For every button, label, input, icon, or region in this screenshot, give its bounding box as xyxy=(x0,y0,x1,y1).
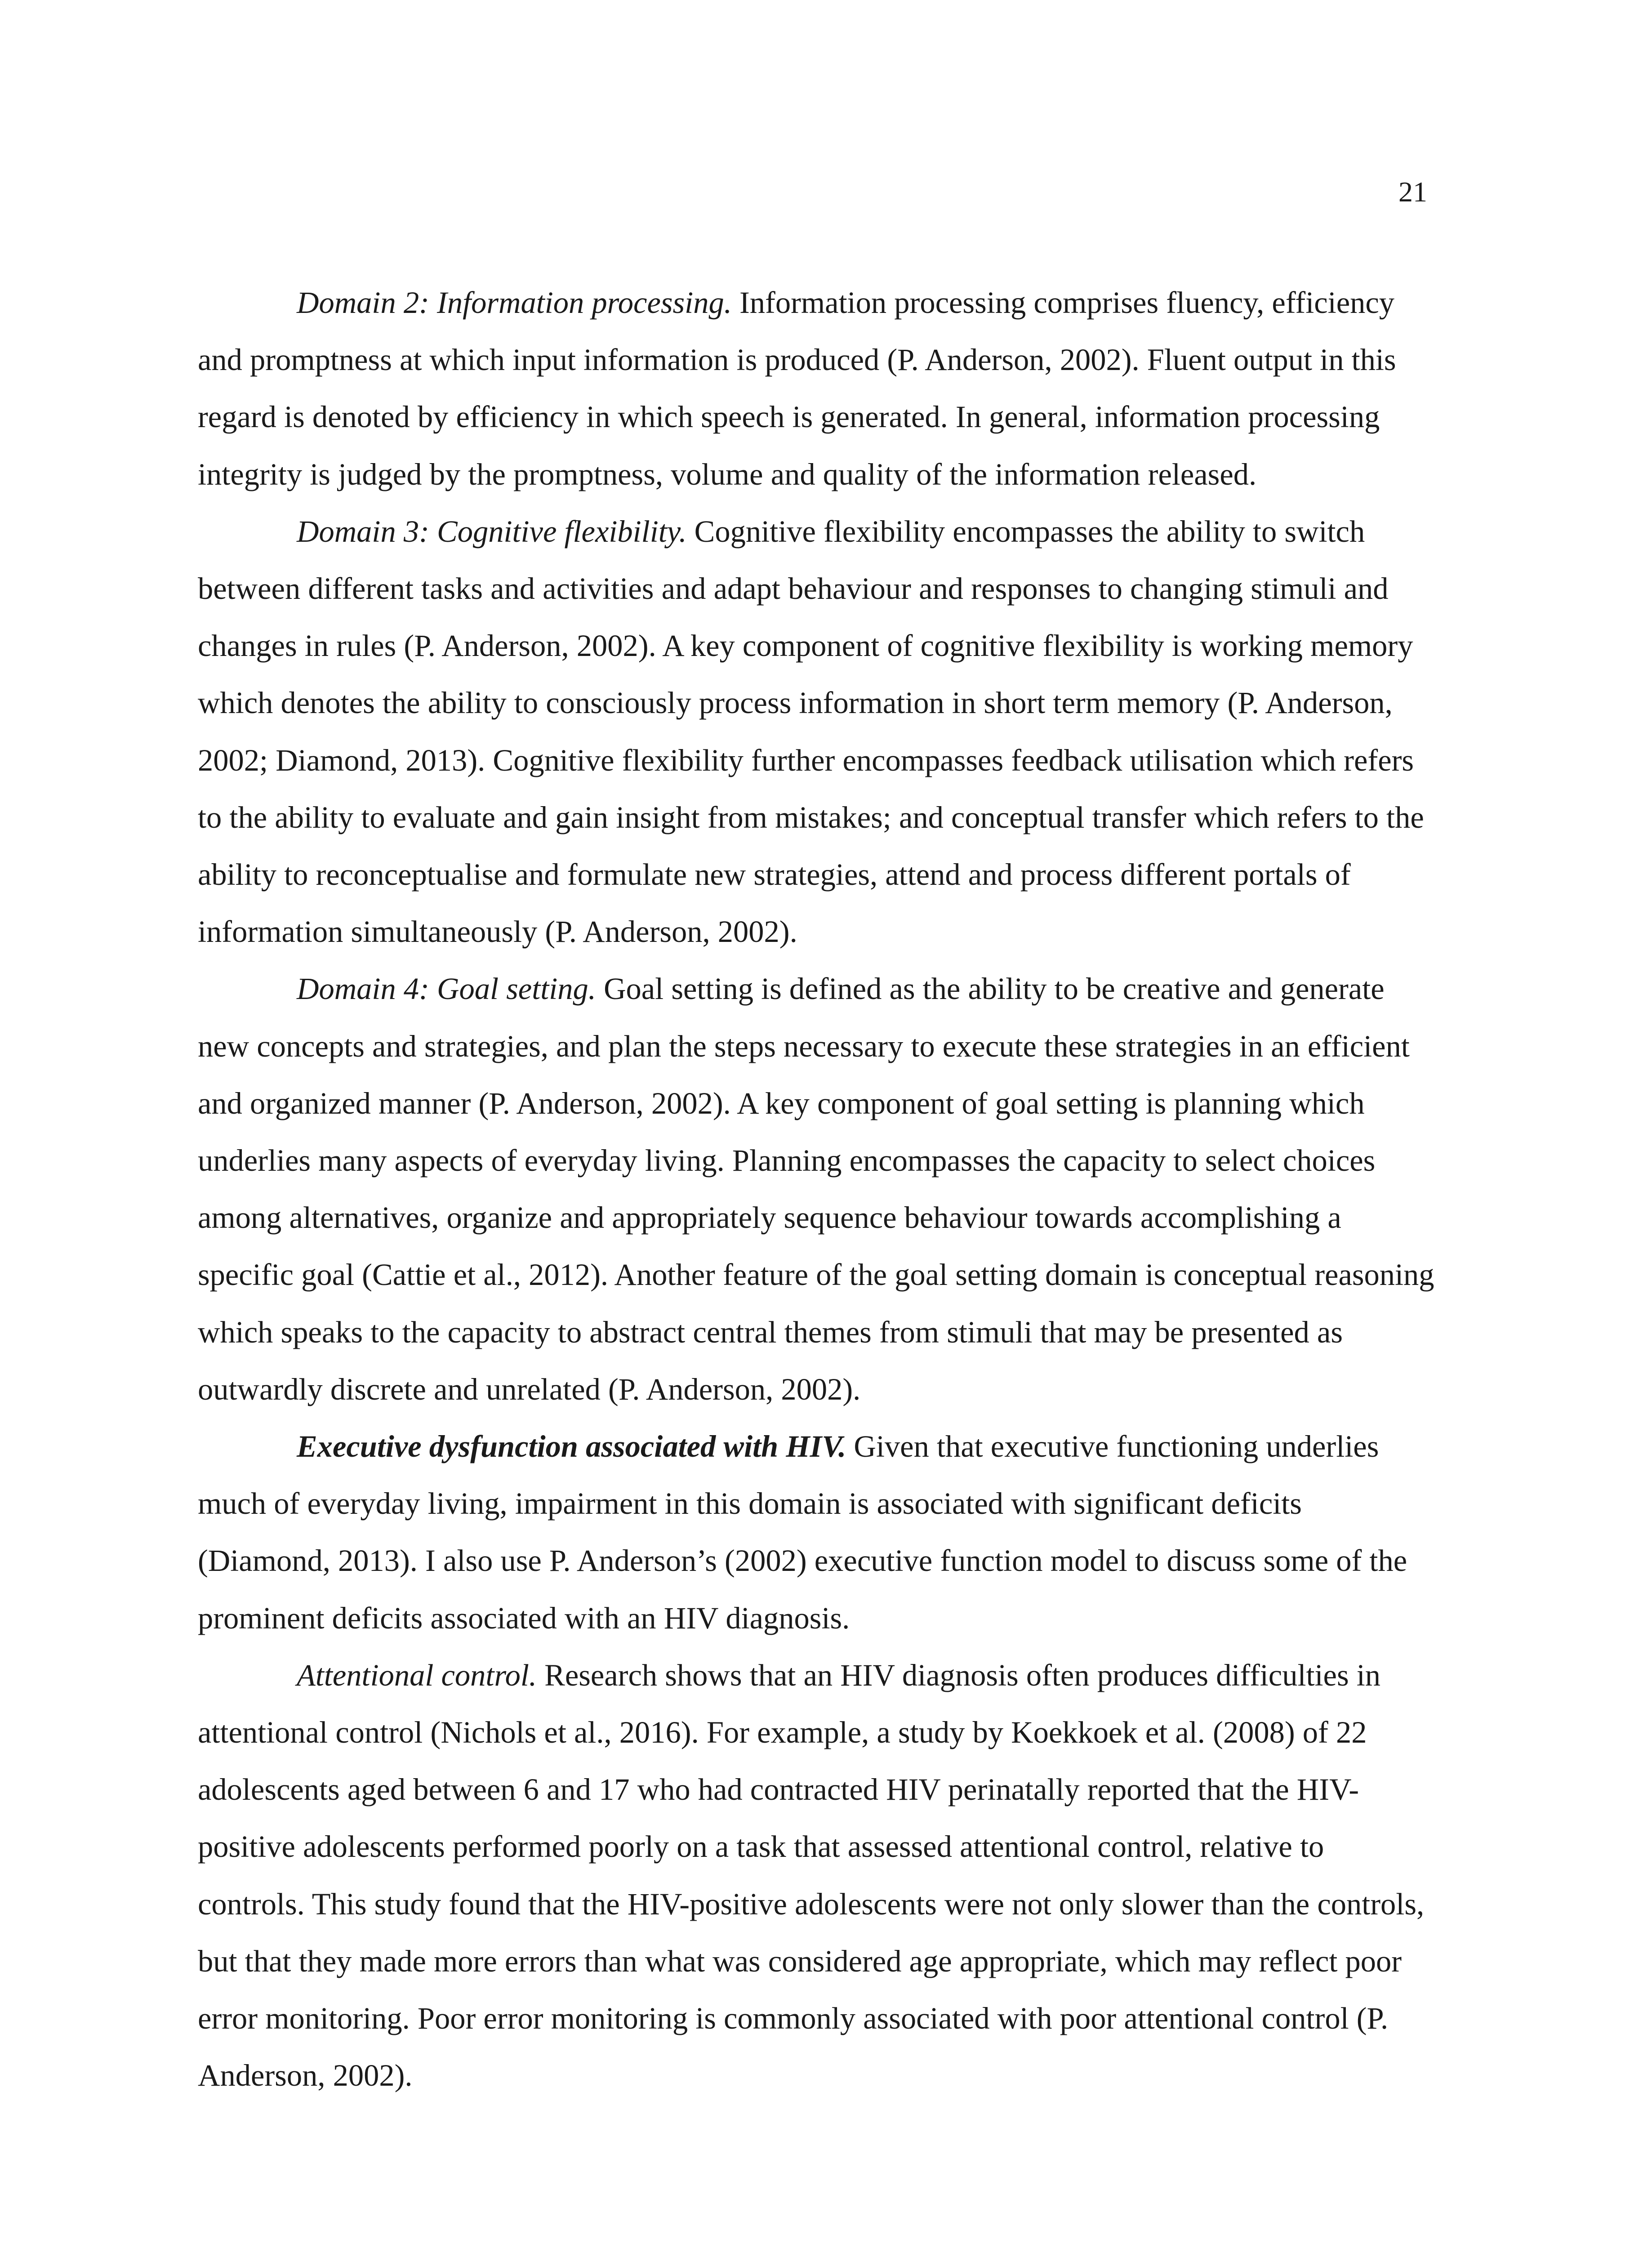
paragraph-domain-4 xyxy=(198,960,1438,1418)
paragraph-text: Given that executive functioning underlies much of everyday living, impairment in this domain is associated with significant deficits (Diamond, 2013). I also use P. Anderson’s (2002) executive function model to discuss some of the prominent deficits associated with an HIV diagnosis. xyxy=(198,1429,1407,1635)
paragraph-text: Goal setting is defined as the ability to be creative and generate new concepts and strategies, and plan the steps necessary to execute these strategies in an efficient and organized manner (P. Anderson, 2002). A key component of goal setting is planning which underlies many aspects of everyday living. Planning encompasses the capacity to select choices among alternatives, organize and appropriately sequence behaviour towards accomplishing a specific goal (Cattie et al., 2012). Another feature of the goal setting domain is conceptual reasoning which speaks to the capacity to abstract central themes from stimuli that may be presented as outwardly discrete and unrelated (P. Anderson, 2002). xyxy=(198,972,1434,1406)
paragraph-heading: Domain 4: Goal setting. xyxy=(297,972,596,1006)
paragraph-heading: Domain 2: Information processing. xyxy=(297,285,732,320)
paragraph-domain-3 xyxy=(198,503,1438,961)
paragraph-executive-dysfunction xyxy=(198,1418,1438,1647)
paragraph-heading: Attentional control. xyxy=(297,1658,537,1692)
paragraph-domain-2 xyxy=(198,274,1438,503)
page-number: 21 xyxy=(1398,176,1427,208)
paragraph-text: Information processing comprises fluency, efficiency and promptness at which input information is produced (P. Anderson, 2002). Fluent output in this regard is denoted by efficiency in which speech is generated. In general, information processing integrity is judged by the promptness, volume and quality of the information released. xyxy=(198,285,1396,491)
paragraph-text: Research shows that an HIV diagnosis often produces difficulties in attentional control (Nichols et al., 2016). For example, a study by Koekkoek et al. (2008) of 22 adolescents aged between 6 and 17 who had contracted HIV perinatally reported that the HIV-positive adolescents performed poorly on a task that assessed attentional control, relative to controls. This study found that the HIV-positive adolescents were not only slower than the controls, but that they made more errors than what was considered age appropriate, which may reflect poor error monitoring. Poor error monitoring is commonly associated with poor attentional control (P. Anderson, 2002). xyxy=(198,1658,1425,2093)
section-heading: Executive dysfunction associated with HIV. xyxy=(297,1429,846,1464)
body-text xyxy=(198,274,1438,2105)
paragraph-heading: Domain 3: Cognitive flexibility. xyxy=(297,514,687,549)
paragraph-attentional-control xyxy=(198,1647,1438,2105)
paragraph-text: Cognitive flexibility encompasses the ability to switch between different tasks and activities and adapt behaviour and responses to changing stimuli and changes in rules (P. Anderson, 2002). A key component of cognitive flexibility is working memory which denotes the ability to consciously process information in short term memory (P. Anderson, 2002; Diamond, 2013). Cognitive flexibility further encompasses feedback utilisation which refers to the ability to evaluate and gain insight from mistakes; and conceptual transfer which refers to the ability to reconceptualise and formulate new strategies, attend and process different portals of information simultaneously (P. Anderson, 2002). xyxy=(198,514,1424,949)
